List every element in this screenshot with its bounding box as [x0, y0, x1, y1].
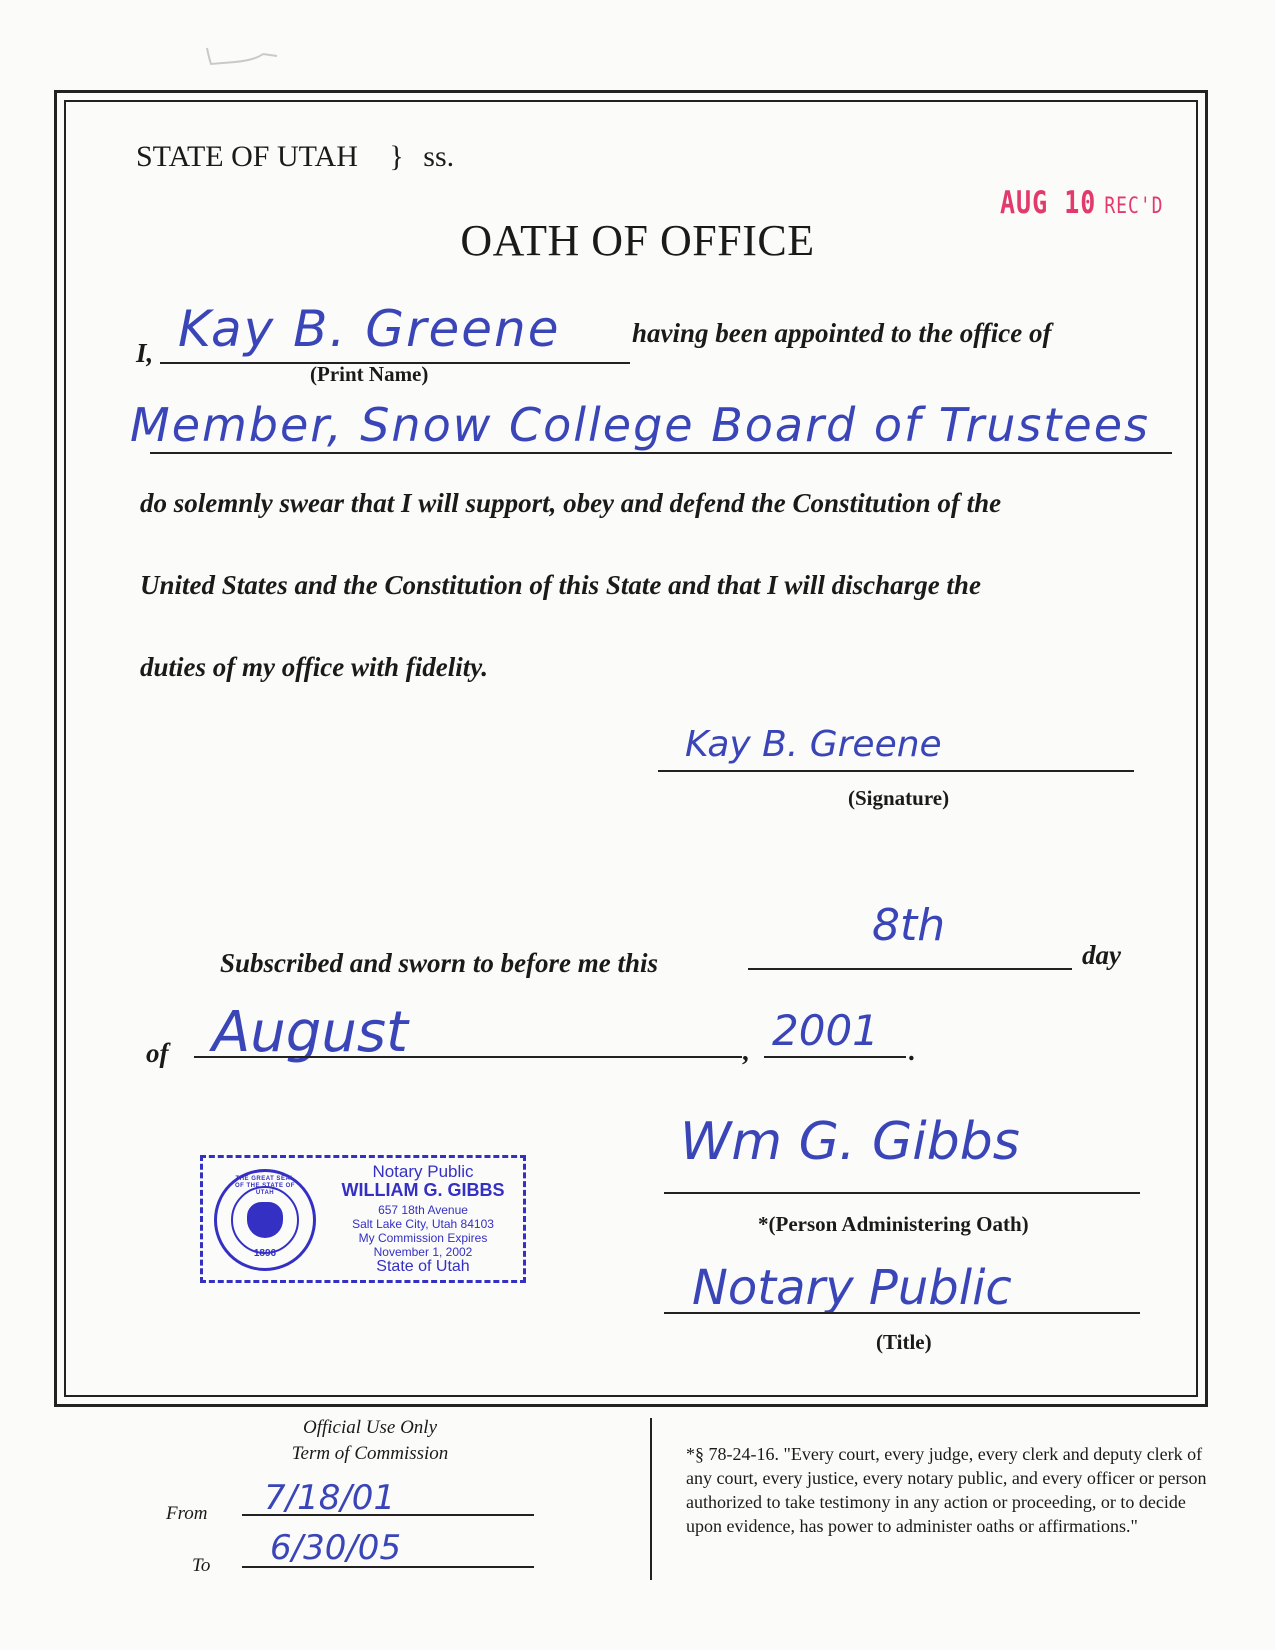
- notary-stamp-address1: 657 18th Avenue: [378, 1203, 468, 1217]
- state-name: STATE OF UTAH: [136, 140, 358, 173]
- year-value: 2001: [772, 1006, 879, 1055]
- notary-stamp-expires-date: November 1, 2002: [373, 1245, 473, 1259]
- venue-brace: }: [389, 140, 404, 173]
- month-value: August: [212, 1000, 408, 1065]
- print-name-label: (Print Name): [310, 362, 429, 386]
- term-to-value: 6/30/05: [270, 1528, 402, 1568]
- administrator-signature: Wm G. Gibbs: [680, 1112, 1020, 1172]
- day-label: day: [1082, 940, 1121, 970]
- oath-body-line-3: duties of my office with fidelity.: [140, 652, 488, 682]
- notary-stamp-name: WILLIAM G. GIBBS: [341, 1180, 505, 1200]
- seal-year: 1896: [253, 1248, 277, 1259]
- venue-heading: [136, 140, 454, 174]
- received-stamp-suffix: REC'D: [1104, 193, 1164, 220]
- pencil-mark-icon: [205, 42, 285, 68]
- date-period: .: [908, 1036, 915, 1066]
- document-title: OATH OF OFFICE: [460, 216, 815, 265]
- office-value: Member, Snow College Board of Trustees: [130, 398, 1150, 452]
- term-from-label: From: [166, 1503, 208, 1524]
- state-seal-icon: [214, 1169, 316, 1271]
- statute-footnote: *§ 78-24-16. "Every court, every judge, every clerk and deputy clerk of any court, every justice, every notary public, and every officer or person authorized to take testimony in any action or proceeding, or to decide upon evidence, has power to administer oaths or affirmations.": [686, 1444, 1207, 1536]
- administrator-title-rule: [664, 1312, 1140, 1314]
- appointed-text: having been appointed to the office of: [632, 318, 1052, 348]
- signature-label: (Signature): [848, 786, 950, 810]
- subscribed-text: Subscribed and sworn to before me this: [220, 948, 659, 978]
- term-from-rule: [242, 1514, 534, 1516]
- received-stamp-date: AUG 10: [1000, 184, 1097, 221]
- term-from-value: 7/18/01: [264, 1478, 396, 1518]
- notary-stamp-address2: Salt Lake City, Utah 84103: [352, 1217, 494, 1231]
- notary-stamp-expires-label: My Commission Expires: [358, 1231, 488, 1245]
- month-rule: [194, 1056, 742, 1058]
- notary-stamp-state: State of Utah: [376, 1258, 470, 1275]
- signature-value: Kay B. Greene: [685, 724, 942, 765]
- day-value: 8th: [872, 900, 946, 951]
- term-of-commission-heading: Term of Commission: [291, 1443, 449, 1464]
- notary-stamp-title: Notary Public: [372, 1162, 474, 1181]
- footer-divider: [650, 1418, 652, 1580]
- administrator-label: *(Person Administering Oath): [758, 1212, 1029, 1236]
- oath-body-line-1: do solemnly swear that I will support, obey and defend the Constitution of the: [140, 488, 1002, 518]
- oath-body-line-2: United States and the Constitution of this State and that I will discharge the: [140, 570, 981, 600]
- of-label: of: [146, 1038, 169, 1068]
- print-name-value: Kay B. Greene: [178, 300, 561, 358]
- term-to-rule: [242, 1566, 534, 1568]
- signature-rule: [658, 770, 1134, 772]
- oath-pronoun: I,: [136, 338, 154, 368]
- administrator-title-label: (Title): [876, 1330, 932, 1354]
- year-rule: [764, 1056, 906, 1058]
- seal-emblem-icon: [247, 1202, 283, 1238]
- official-use-heading: Official Use Only: [302, 1417, 438, 1438]
- term-to-label: To: [192, 1555, 211, 1576]
- seal-ring-text: THE GREAT SEAL OF THE STATE OF UTAH: [235, 1176, 295, 1196]
- date-comma: ,: [742, 1036, 749, 1066]
- venue-ss: ss.: [423, 140, 455, 173]
- office-rule: [150, 452, 1172, 454]
- notary-stamp: [200, 1155, 526, 1283]
- administrator-rule: [664, 1192, 1140, 1194]
- day-rule: [748, 968, 1072, 970]
- administrator-title-value: Notary Public: [692, 1260, 1012, 1316]
